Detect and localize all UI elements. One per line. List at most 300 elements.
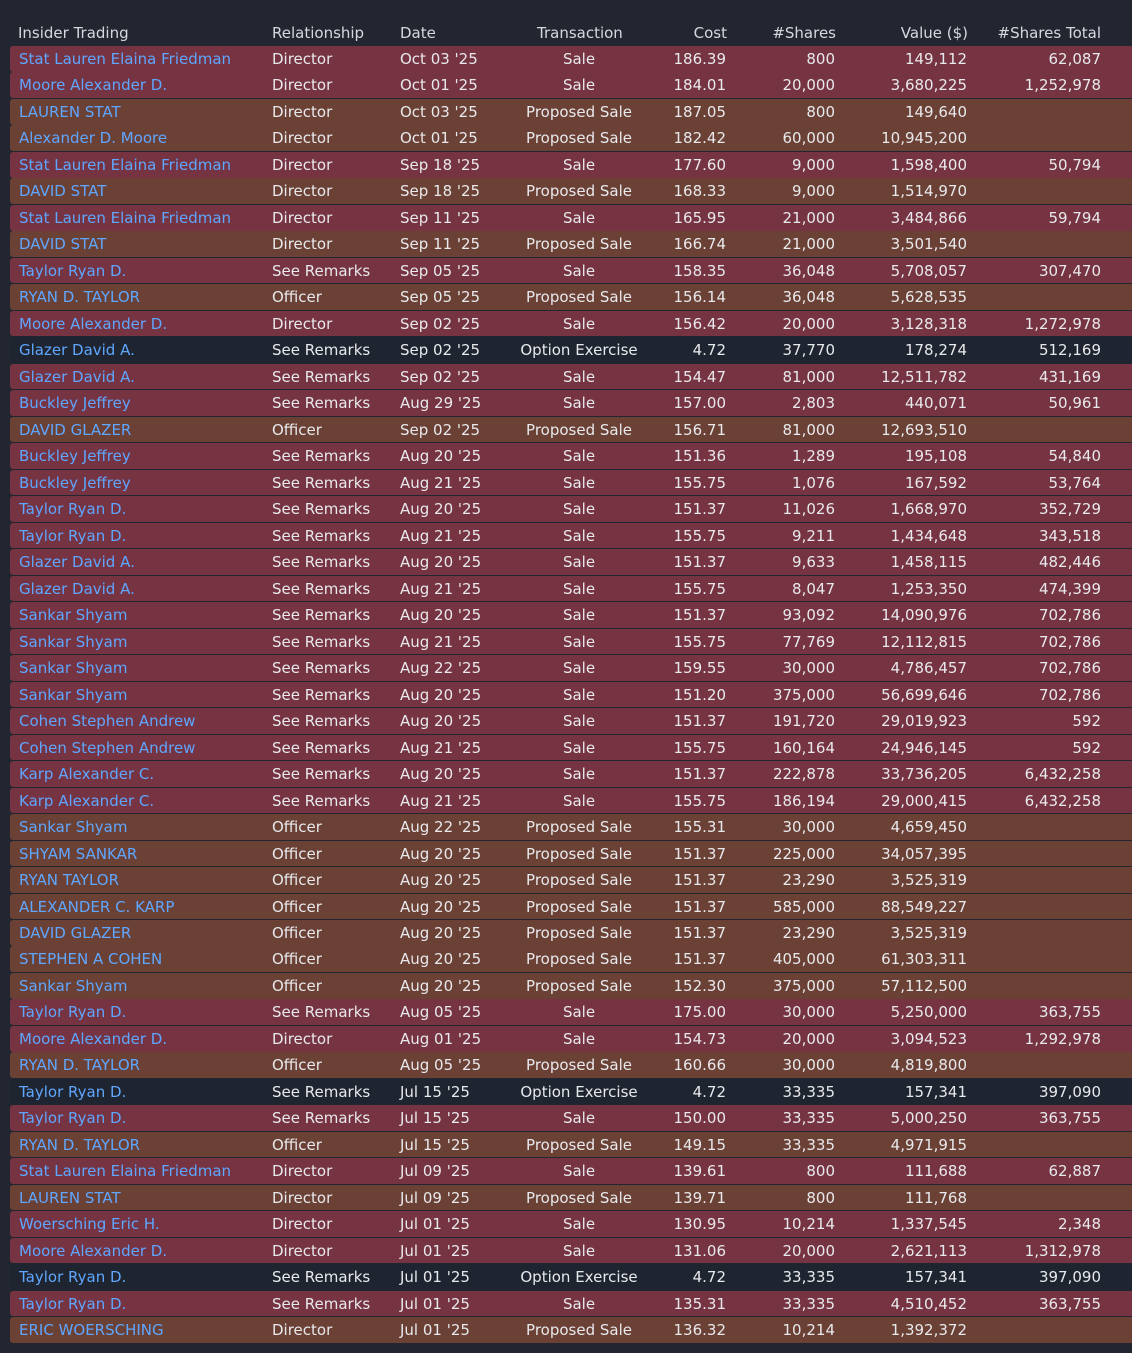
table-row[interactable]	[10, 1317, 1132, 1343]
cost-cell: 151.37	[673, 871, 726, 890]
insider-name-link[interactable]: Sankar Shyam	[19, 632, 128, 651]
table-row[interactable]	[10, 788, 1132, 814]
table-row[interactable]	[10, 1052, 1132, 1078]
table-row[interactable]	[10, 337, 1132, 363]
insider-name-link[interactable]: Karp Alexander C.	[19, 765, 155, 784]
header-value[interactable]: Value ($)	[900, 24, 968, 42]
insider-name-link[interactable]: Taylor Ryan D.	[19, 500, 127, 519]
shares-cell: 33,335	[782, 1109, 835, 1128]
value-cell: 3,680,225	[890, 76, 967, 95]
value-cell: 61,303,311	[881, 950, 967, 969]
value-cell: 1,253,350	[890, 579, 967, 598]
shares-total-cell: 59,794	[1048, 208, 1101, 227]
insider-name-link[interactable]: Sankar Shyam	[19, 606, 128, 625]
cost-cell: 139.71	[673, 1188, 726, 1207]
cost-cell: 149.15	[673, 1135, 726, 1154]
shares-total-cell: 512,169	[1038, 341, 1101, 360]
table-row[interactable]	[10, 602, 1132, 628]
date-cell: Aug 21 '25	[400, 791, 482, 810]
table-row[interactable]	[10, 655, 1132, 681]
value-cell: 1,514,970	[890, 182, 967, 201]
shares-cell: 20,000	[782, 314, 835, 333]
cost-cell: 186.39	[673, 50, 726, 68]
relationship-cell: Director	[272, 1215, 333, 1234]
cost-cell: 151.37	[673, 553, 726, 572]
insider-name-link[interactable]: Stat Lauren Elaina Friedman	[19, 208, 232, 227]
shares-total-cell: 702,786	[1038, 632, 1101, 651]
insider-name-link[interactable]: Sankar Shyam	[19, 818, 128, 837]
shares-total-cell: 363,755	[1038, 1294, 1101, 1313]
value-cell: 440,071	[904, 394, 967, 413]
insider-name-link[interactable]: Buckley Jeffrey	[19, 473, 131, 492]
table-row[interactable]	[10, 99, 1132, 125]
shares-cell: 33,335	[782, 1268, 835, 1287]
date-cell: Oct 03 '25	[400, 50, 478, 68]
date-cell: Aug 20 '25	[400, 976, 482, 995]
table-row[interactable]	[10, 814, 1132, 840]
table-row[interactable]	[10, 443, 1132, 469]
value-cell: 1,598,400	[890, 155, 967, 174]
shares-cell: 1,076	[792, 473, 835, 492]
relationship-cell: Director	[272, 235, 333, 254]
table-row[interactable]	[10, 1238, 1132, 1264]
cost-cell: 158.35	[673, 261, 726, 280]
table-row[interactable]	[10, 231, 1132, 257]
relationship-cell: See Remarks	[272, 712, 371, 731]
value-cell: 149,640	[904, 102, 967, 121]
table-row[interactable]	[10, 1079, 1132, 1105]
date-cell: Sep 05 '25	[400, 288, 481, 307]
date-cell: Aug 20 '25	[400, 765, 482, 784]
table-row[interactable]	[10, 946, 1132, 972]
insider-name-link[interactable]: DAVID STAT	[19, 235, 107, 254]
cost-cell: 160.66	[673, 1056, 726, 1075]
value-cell: 4,819,800	[890, 1056, 967, 1075]
relationship-cell: See Remarks	[272, 1294, 371, 1313]
transaction-cell: Sale	[562, 791, 596, 810]
transaction-cell: Sale	[562, 659, 596, 678]
relationship-cell: Officer	[272, 923, 322, 942]
date-cell: Aug 05 '25	[400, 1056, 482, 1075]
table-row[interactable]	[10, 523, 1132, 549]
date-cell: Aug 20 '25	[400, 844, 482, 863]
table-row[interactable]	[10, 364, 1132, 390]
shares-cell: 37,770	[782, 341, 835, 360]
shares-cell: 60,000	[782, 129, 835, 148]
shares-cell: 20,000	[782, 1241, 835, 1260]
transaction-cell: Sale	[562, 1029, 596, 1048]
table-row[interactable]	[10, 841, 1132, 867]
insider-name-link[interactable]: Taylor Ryan D.	[19, 1082, 127, 1101]
cost-cell: 155.75	[673, 526, 726, 545]
cost-cell: 187.05	[673, 102, 726, 121]
table-row[interactable]	[10, 682, 1132, 708]
table-row[interactable]	[10, 417, 1132, 443]
table-row[interactable]	[10, 178, 1132, 204]
date-cell: Aug 20 '25	[400, 606, 482, 625]
transaction-cell: Sale	[562, 1215, 596, 1234]
table-row[interactable]	[10, 205, 1132, 231]
table-row[interactable]	[10, 311, 1132, 337]
table-row[interactable]	[10, 735, 1132, 761]
insider-name-link[interactable]: Buckley Jeffrey	[19, 447, 131, 466]
relationship-cell: Director	[272, 50, 333, 68]
insider-name-link[interactable]: Taylor Ryan D.	[19, 526, 127, 545]
shares-total-cell: 54,840	[1048, 447, 1101, 466]
shares-cell: 20,000	[782, 76, 835, 95]
shares-cell: 222,878	[772, 765, 835, 784]
transaction-cell: Sale	[562, 632, 596, 651]
insider-name-link[interactable]: Glazer David A.	[19, 579, 135, 598]
shares-cell: 800	[806, 50, 835, 68]
date-cell: Jul 01 '25	[400, 1268, 470, 1287]
cost-cell: 152.30	[673, 976, 726, 995]
date-cell: Sep 11 '25	[400, 208, 481, 227]
insider-name-link[interactable]: DAVID GLAZER	[19, 923, 132, 942]
shares-cell: 9,000	[792, 182, 835, 201]
shares-cell: 30,000	[782, 1056, 835, 1075]
relationship-cell: See Remarks	[272, 738, 371, 757]
table-row[interactable]	[10, 629, 1132, 655]
value-cell: 4,786,457	[890, 659, 967, 678]
cost-cell: 151.37	[673, 606, 726, 625]
table-row[interactable]	[10, 1158, 1132, 1184]
relationship-cell: Director	[272, 155, 333, 174]
shares-cell: 23,290	[782, 923, 835, 942]
insider-name-link[interactable]: Moore Alexander D.	[19, 314, 168, 333]
table-row[interactable]	[10, 708, 1132, 734]
insider-name-link[interactable]: Taylor Ryan D.	[19, 1294, 127, 1313]
relationship-cell: See Remarks	[272, 659, 371, 678]
shares-total-cell: 397,090	[1038, 1082, 1101, 1101]
shares-cell: 33,335	[782, 1294, 835, 1313]
shares-total-cell: 363,755	[1038, 1003, 1101, 1022]
shares-total-cell: 50,794	[1048, 155, 1101, 174]
header-insider-trading[interactable]: Insider Trading	[18, 24, 129, 42]
table-row[interactable]	[10, 72, 1132, 98]
date-cell: Aug 20 '25	[400, 923, 482, 942]
transaction-cell: Sale	[562, 712, 596, 731]
transaction-cell: Sale	[562, 50, 596, 68]
transaction-cell: Sale	[562, 473, 596, 492]
insider-name-link[interactable]: RYAN D. TAYLOR	[19, 1135, 141, 1154]
insider-name-link[interactable]: Karp Alexander C.	[19, 791, 155, 810]
insider-name-link[interactable]: DAVID STAT	[19, 182, 107, 201]
value-cell: 5,708,057	[890, 261, 967, 280]
value-cell: 5,250,000	[890, 1003, 967, 1022]
cost-cell: 139.61	[673, 1162, 726, 1181]
value-cell: 24,946,145	[881, 738, 967, 757]
cost-cell: 156.14	[673, 288, 726, 307]
relationship-cell: Officer	[272, 1135, 322, 1154]
table-row[interactable]	[10, 920, 1132, 946]
transaction-cell: Proposed Sale	[526, 235, 632, 254]
date-cell: Aug 21 '25	[400, 473, 482, 492]
relationship-cell: See Remarks	[272, 473, 371, 492]
value-cell: 4,659,450	[890, 818, 967, 837]
header-relationship[interactable]: Relationship	[272, 24, 365, 42]
table-row[interactable]	[10, 1105, 1132, 1131]
date-cell: Sep 05 '25	[400, 261, 481, 280]
date-cell: Aug 22 '25	[400, 818, 482, 837]
shares-total-cell: 6,432,258	[1024, 791, 1101, 810]
transaction-cell: Proposed Sale	[526, 1056, 632, 1075]
header-date[interactable]: Date	[400, 24, 436, 42]
transaction-cell: Sale	[562, 1241, 596, 1260]
insider-name-link[interactable]: Glazer David A.	[19, 553, 135, 572]
shares-cell: 81,000	[782, 367, 835, 386]
shares-total-cell: 2,348	[1058, 1215, 1101, 1234]
insider-name-link[interactable]: SHYAM SANKAR	[19, 844, 138, 863]
insider-name-link[interactable]: Moore Alexander D.	[19, 76, 168, 95]
cost-cell: 151.37	[673, 765, 726, 784]
shares-total-cell: 702,786	[1038, 659, 1101, 678]
transaction-cell: Sale	[562, 76, 596, 95]
relationship-cell: Director	[272, 129, 333, 148]
value-cell: 88,549,227	[881, 897, 967, 916]
transaction-cell: Sale	[562, 314, 596, 333]
relationship-cell: Director	[272, 1321, 333, 1340]
date-cell: Sep 18 '25	[400, 155, 481, 174]
shares-cell: 23,290	[782, 871, 835, 890]
relationship-cell: Director	[272, 1162, 333, 1181]
transaction-cell: Sale	[562, 394, 596, 413]
table-row[interactable]	[10, 125, 1132, 151]
insider-name-link[interactable]: RYAN TAYLOR	[19, 871, 120, 890]
insider-name-link[interactable]: Stat Lauren Elaina Friedman	[19, 155, 232, 174]
shares-total-cell: 702,786	[1038, 606, 1101, 625]
transaction-cell: Proposed Sale	[526, 976, 632, 995]
date-cell: Aug 21 '25	[400, 526, 482, 545]
value-cell: 178,274	[904, 341, 967, 360]
cost-cell: 182.42	[673, 129, 726, 148]
cost-cell: 165.95	[673, 208, 726, 227]
transaction-cell: Proposed Sale	[526, 1135, 632, 1154]
cost-cell: 136.32	[673, 1321, 726, 1340]
insider-name-link[interactable]: Taylor Ryan D.	[19, 261, 127, 280]
shares-total-cell: 6,432,258	[1024, 765, 1101, 784]
table-row[interactable]	[10, 1132, 1132, 1158]
shares-total-cell: 397,090	[1038, 1268, 1101, 1287]
cost-cell: 156.42	[673, 314, 726, 333]
insider-name-link[interactable]: Glazer David A.	[19, 367, 135, 386]
shares-cell: 225,000	[772, 844, 835, 863]
header-shares-total[interactable]: #Shares Total	[997, 24, 1101, 42]
insider-name-link[interactable]: RYAN D. TAYLOR	[19, 288, 141, 307]
transaction-cell: Proposed Sale	[526, 923, 632, 942]
date-cell: Jul 09 '25	[400, 1188, 470, 1207]
date-cell: Sep 02 '25	[400, 420, 481, 439]
relationship-cell: Officer	[272, 897, 322, 916]
value-cell: 34,057,395	[881, 844, 967, 863]
header-cost[interactable]: Cost	[693, 24, 727, 42]
value-cell: 5,000,250	[890, 1109, 967, 1128]
table-row[interactable]	[10, 390, 1132, 416]
table-row[interactable]	[10, 867, 1132, 893]
relationship-cell: See Remarks	[272, 553, 371, 572]
table-row[interactable]	[10, 258, 1132, 284]
date-cell: Aug 20 '25	[400, 871, 482, 890]
shares-cell: 10,214	[782, 1215, 835, 1234]
date-cell: Jul 15 '25	[400, 1135, 470, 1154]
value-cell: 12,112,815	[881, 632, 967, 651]
date-cell: Aug 21 '25	[400, 579, 482, 598]
transaction-cell: Proposed Sale	[526, 818, 632, 837]
relationship-cell: Director	[272, 182, 333, 201]
cost-cell: 151.37	[673, 500, 726, 519]
insider-name-link[interactable]: ERIC WOERSCHING	[19, 1321, 164, 1340]
relationship-cell: See Remarks	[272, 394, 371, 413]
value-cell: 5,628,535	[890, 288, 967, 307]
insider-name-link[interactable]: Sankar Shyam	[19, 976, 128, 995]
shares-total-cell: 1,292,978	[1024, 1029, 1101, 1048]
table-row[interactable]	[10, 973, 1132, 999]
insider-name-link[interactable]: LAUREN STAT	[19, 1188, 121, 1207]
date-cell: Sep 02 '25	[400, 367, 481, 386]
insider-name-link[interactable]: Taylor Ryan D.	[19, 1003, 127, 1022]
transaction-cell: Sale	[562, 367, 596, 386]
insider-name-link[interactable]: Woersching Eric H.	[19, 1215, 160, 1234]
shares-total-cell: 363,755	[1038, 1109, 1101, 1128]
cost-cell: 155.75	[673, 791, 726, 810]
date-cell: Oct 01 '25	[400, 129, 478, 148]
shares-cell: 9,211	[792, 526, 835, 545]
shares-total-cell: 1,312,978	[1024, 1241, 1101, 1260]
insider-name-link[interactable]: Taylor Ryan D.	[19, 1109, 127, 1128]
insider-name-link[interactable]: Sankar Shyam	[19, 659, 128, 678]
transaction-cell: Sale	[562, 1109, 596, 1128]
value-cell: 195,108	[904, 447, 967, 466]
table-row[interactable]	[10, 496, 1132, 522]
cost-cell: 155.31	[673, 818, 726, 837]
cost-cell: 155.75	[673, 738, 726, 757]
shares-cell: 800	[806, 102, 835, 121]
cost-cell: 184.01	[673, 76, 726, 95]
value-cell: 56,699,646	[881, 685, 967, 704]
table-row[interactable]	[10, 470, 1132, 496]
table-row[interactable]	[10, 576, 1132, 602]
insider-table-body	[10, 46, 1132, 1344]
cost-cell: 151.37	[673, 712, 726, 731]
date-cell: Aug 20 '25	[400, 500, 482, 519]
relationship-cell: See Remarks	[272, 1109, 371, 1128]
insider-name-link[interactable]: Alexander D. Moore	[19, 129, 168, 148]
insider-name-link[interactable]: RYAN D. TAYLOR	[19, 1056, 141, 1075]
insider-name-link[interactable]: Stat Lauren Elaina Friedman	[19, 50, 232, 68]
relationship-cell: Director	[272, 1188, 333, 1207]
insider-name-link[interactable]: Sankar Shyam	[19, 685, 128, 704]
shares-total-cell: 62,887	[1048, 1162, 1101, 1181]
insider-name-link[interactable]: Glazer David A.	[19, 341, 135, 360]
insider-name-link[interactable]: Cohen Stephen Andrew	[19, 712, 196, 731]
shares-cell: 33,335	[782, 1082, 835, 1101]
value-cell: 3,525,319	[890, 923, 967, 942]
date-cell: Aug 20 '25	[400, 712, 482, 731]
value-cell: 29,000,415	[881, 791, 967, 810]
shares-cell: 10,214	[782, 1321, 835, 1340]
insider-name-link[interactable]: Taylor Ryan D.	[19, 1268, 127, 1287]
shares-cell: 375,000	[772, 976, 835, 995]
cost-cell: 154.73	[673, 1029, 726, 1048]
transaction-cell: Proposed Sale	[526, 844, 632, 863]
date-cell: Jul 09 '25	[400, 1162, 470, 1181]
table-row[interactable]	[10, 284, 1132, 310]
insider-name-link[interactable]: Buckley Jeffrey	[19, 394, 131, 413]
value-cell: 33,736,205	[881, 765, 967, 784]
date-cell: Aug 01 '25	[400, 1029, 482, 1048]
header-transaction[interactable]: Transaction	[537, 24, 623, 42]
shares-total-cell: 50,961	[1048, 394, 1101, 413]
cost-cell: 168.33	[673, 182, 726, 201]
date-cell: Aug 21 '25	[400, 738, 482, 757]
date-cell: Aug 29 '25	[400, 394, 482, 413]
insider-name-link[interactable]: DAVID GLAZER	[19, 420, 132, 439]
relationship-cell: See Remarks	[272, 1003, 371, 1022]
table-row[interactable]	[10, 152, 1132, 178]
relationship-cell: See Remarks	[272, 1268, 371, 1287]
table-row[interactable]	[10, 1185, 1132, 1211]
table-row[interactable]	[10, 999, 1132, 1025]
date-cell: Sep 18 '25	[400, 182, 481, 201]
value-cell: 3,501,540	[890, 235, 967, 254]
relationship-cell: Officer	[272, 871, 322, 890]
date-cell: Jul 15 '25	[400, 1109, 470, 1128]
cost-cell: 151.37	[673, 923, 726, 942]
cost-cell: 151.37	[673, 844, 726, 863]
table-row[interactable]	[10, 894, 1132, 920]
table-row[interactable]	[10, 46, 1132, 72]
insider-name-link[interactable]: Stat Lauren Elaina Friedman	[19, 1162, 232, 1181]
shares-total-cell: 1,272,978	[1024, 314, 1101, 333]
relationship-cell: Director	[272, 1241, 333, 1260]
transaction-cell: Sale	[562, 1003, 596, 1022]
relationship-cell: See Remarks	[272, 765, 371, 784]
shares-total-cell: 482,446	[1038, 553, 1101, 572]
relationship-cell: Director	[272, 102, 333, 121]
relationship-cell: Officer	[272, 1056, 322, 1075]
shares-cell: 1,289	[792, 447, 835, 466]
table-row[interactable]	[10, 1026, 1132, 1052]
table-row[interactable]	[10, 1264, 1132, 1290]
transaction-cell: Sale	[562, 553, 596, 572]
transaction-cell: Sale	[562, 526, 596, 545]
transaction-cell: Proposed Sale	[526, 420, 632, 439]
header-shares[interactable]: #Shares	[772, 24, 836, 42]
insider-name-link[interactable]: LAUREN STAT	[19, 102, 121, 121]
insider-name-link[interactable]: ALEXANDER C. KARP	[19, 897, 175, 916]
relationship-cell: Officer	[272, 288, 322, 307]
insider-name-link[interactable]: Moore Alexander D.	[19, 1241, 168, 1260]
insider-name-link[interactable]: Moore Alexander D.	[19, 1029, 168, 1048]
relationship-cell: See Remarks	[272, 500, 371, 519]
date-cell: Aug 21 '25	[400, 632, 482, 651]
transaction-cell: Sale	[562, 500, 596, 519]
transaction-cell: Option Exercise	[520, 1268, 638, 1287]
insider-name-link[interactable]: STEPHEN A COHEN	[19, 950, 163, 969]
shares-cell: 800	[806, 1162, 835, 1181]
table-row[interactable]	[10, 761, 1132, 787]
shares-cell: 30,000	[782, 818, 835, 837]
date-cell: Sep 02 '25	[400, 341, 481, 360]
shares-cell: 405,000	[772, 950, 835, 969]
insider-name-link[interactable]: Cohen Stephen Andrew	[19, 738, 196, 757]
table-row[interactable]	[10, 1211, 1132, 1237]
table-row[interactable]	[10, 549, 1132, 575]
table-row[interactable]	[10, 1291, 1132, 1317]
date-cell: Jul 15 '25	[400, 1082, 470, 1101]
relationship-cell: See Remarks	[272, 579, 371, 598]
value-cell: 1,458,115	[890, 553, 967, 572]
